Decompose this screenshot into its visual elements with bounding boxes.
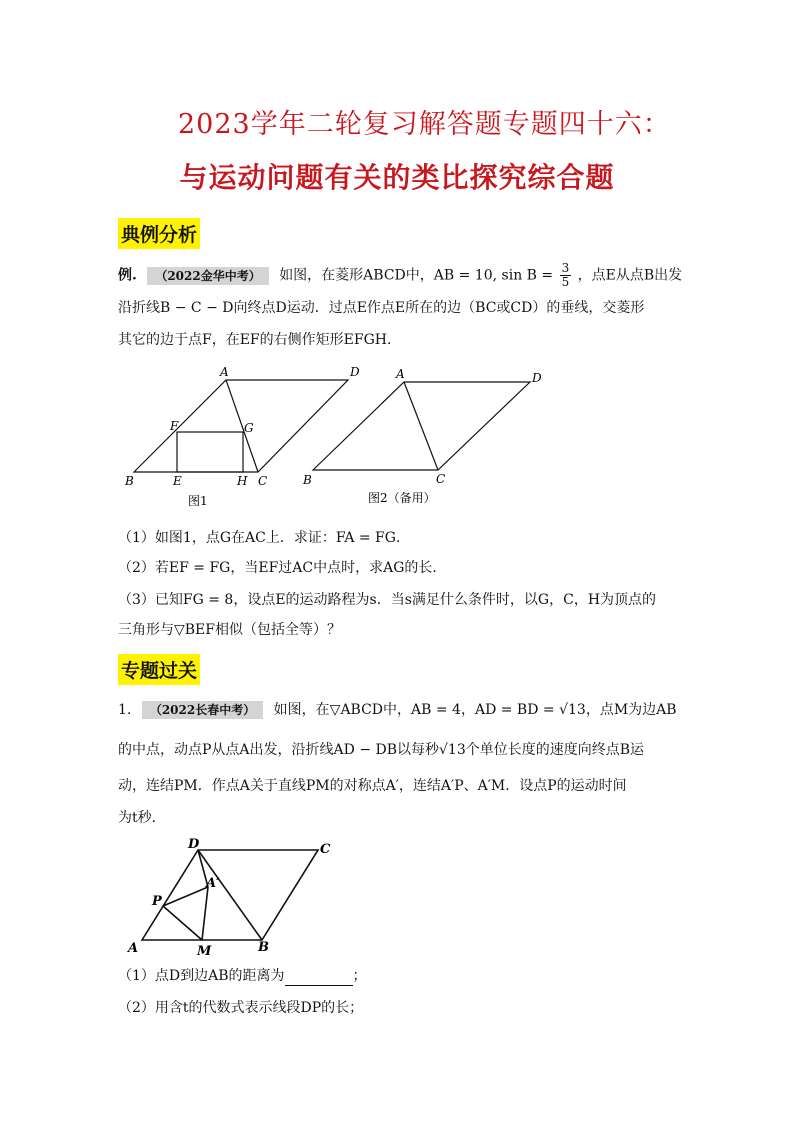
example-line-3: 其它的边于点F，在EF的右侧作矩形EFGH．	[118, 332, 401, 348]
fig1-label-g: G	[244, 421, 254, 435]
fig1-label-f: F	[170, 419, 179, 433]
fig1-label-h: H	[237, 474, 248, 488]
fig2-label-a: A	[396, 367, 405, 381]
example-text-1a: 如图，在菱形ABCD中，AB = 10, sin B =	[279, 267, 554, 284]
problem1-label: 1.	[118, 702, 132, 718]
fig1-label-c: C	[258, 474, 268, 488]
figure-2	[298, 362, 558, 512]
example-line-1	[118, 262, 682, 289]
example-line-2: 沿折线B − C − D向终点D运动．过点E作点E所在的边（BC或CD）的垂线，交菱形	[118, 300, 645, 316]
problem1-source-tag: （2022长春中考）	[142, 701, 263, 719]
example-question-3-line-2: 三角形与▽BEF相似（包括全等）？	[118, 622, 341, 638]
problem1-line-3: 动，连结PM．作点A关于直线PM的对称点A′，连结A′P、A′M．设点P的运动时间	[118, 778, 627, 794]
fig3-label-m: M	[197, 944, 212, 959]
title-line-2: 与运动问题有关的类比探究综合题	[179, 161, 615, 194]
figure-3	[118, 835, 348, 960]
fig3-label-a: A	[128, 941, 139, 956]
fig3-label-p: P	[152, 894, 162, 909]
fig1-label-d: D	[350, 365, 360, 379]
fig3-label-d: D	[188, 837, 200, 852]
fig3-label-a-prime: A′	[206, 876, 220, 891]
example-source-tag: （2022金华中考）	[147, 267, 268, 285]
problem1-q1-text: （1）点D到边AB的距离为	[118, 968, 285, 984]
fig3-label-c: C	[320, 842, 331, 857]
example-text-1b: ，点E从点B出发	[577, 267, 683, 284]
fig2-diagonal-ac	[404, 382, 438, 470]
sin-fraction	[560, 262, 572, 289]
fig3-segment-ma1	[202, 887, 208, 940]
fig1-rectangle-efgh	[177, 432, 243, 472]
fig3-label-b: B	[258, 940, 269, 955]
example-label: 例.	[118, 267, 137, 284]
fig1-label-e: E	[173, 474, 182, 488]
fig1-caption: 图1	[188, 494, 208, 508]
example-question-1: （1）如图1，点G在AC上．求证：FA = FG．	[118, 530, 410, 546]
problem1-question-1	[118, 966, 367, 986]
sin-denominator: 5	[561, 275, 570, 289]
problem1-q1-end: ；	[352, 968, 367, 984]
fig2-label-c: C	[436, 472, 446, 486]
problem1-text-1: 如图，在▽ABCD中，AB = 4，AD = BD = √13，点M为边AB	[273, 702, 677, 718]
title-line-1: 2023学年二轮复习解答题专题四十六：	[178, 109, 671, 140]
fig2-caption: 图2（备用）	[368, 491, 436, 505]
fig3-segment-pm	[163, 906, 202, 940]
problem1-line-2: 的中点，动点P从点A出发，沿折线AD − DB以每秒√13个单位长度的速度向终点B运	[118, 742, 645, 758]
problem1-line-4: 为t秒．	[118, 810, 166, 826]
fig1-label-a: A	[220, 365, 229, 379]
sin-numerator: 3	[561, 261, 570, 275]
fig2-label-d: D	[532, 371, 542, 385]
example-question-2: （2）若EF = FG，当EF过AC中点时，求AG的长．	[118, 560, 447, 576]
fig1-label-b: B	[125, 474, 134, 488]
section-heading-example: 典例分析	[118, 218, 200, 249]
section-heading-practice: 专题过关	[118, 654, 200, 685]
problem1-question-2: （2）用含t的代数式表示线段DP的长；	[118, 1000, 364, 1016]
answer-blank[interactable]	[285, 971, 353, 986]
problem1-line-1	[118, 700, 677, 720]
example-question-3-line-1: （3）已知FG = 8，设点E的运动路程为s．当s满足什么条件时，以G，C，H为顶点的	[118, 592, 657, 608]
fig2-label-b: B	[303, 473, 312, 487]
